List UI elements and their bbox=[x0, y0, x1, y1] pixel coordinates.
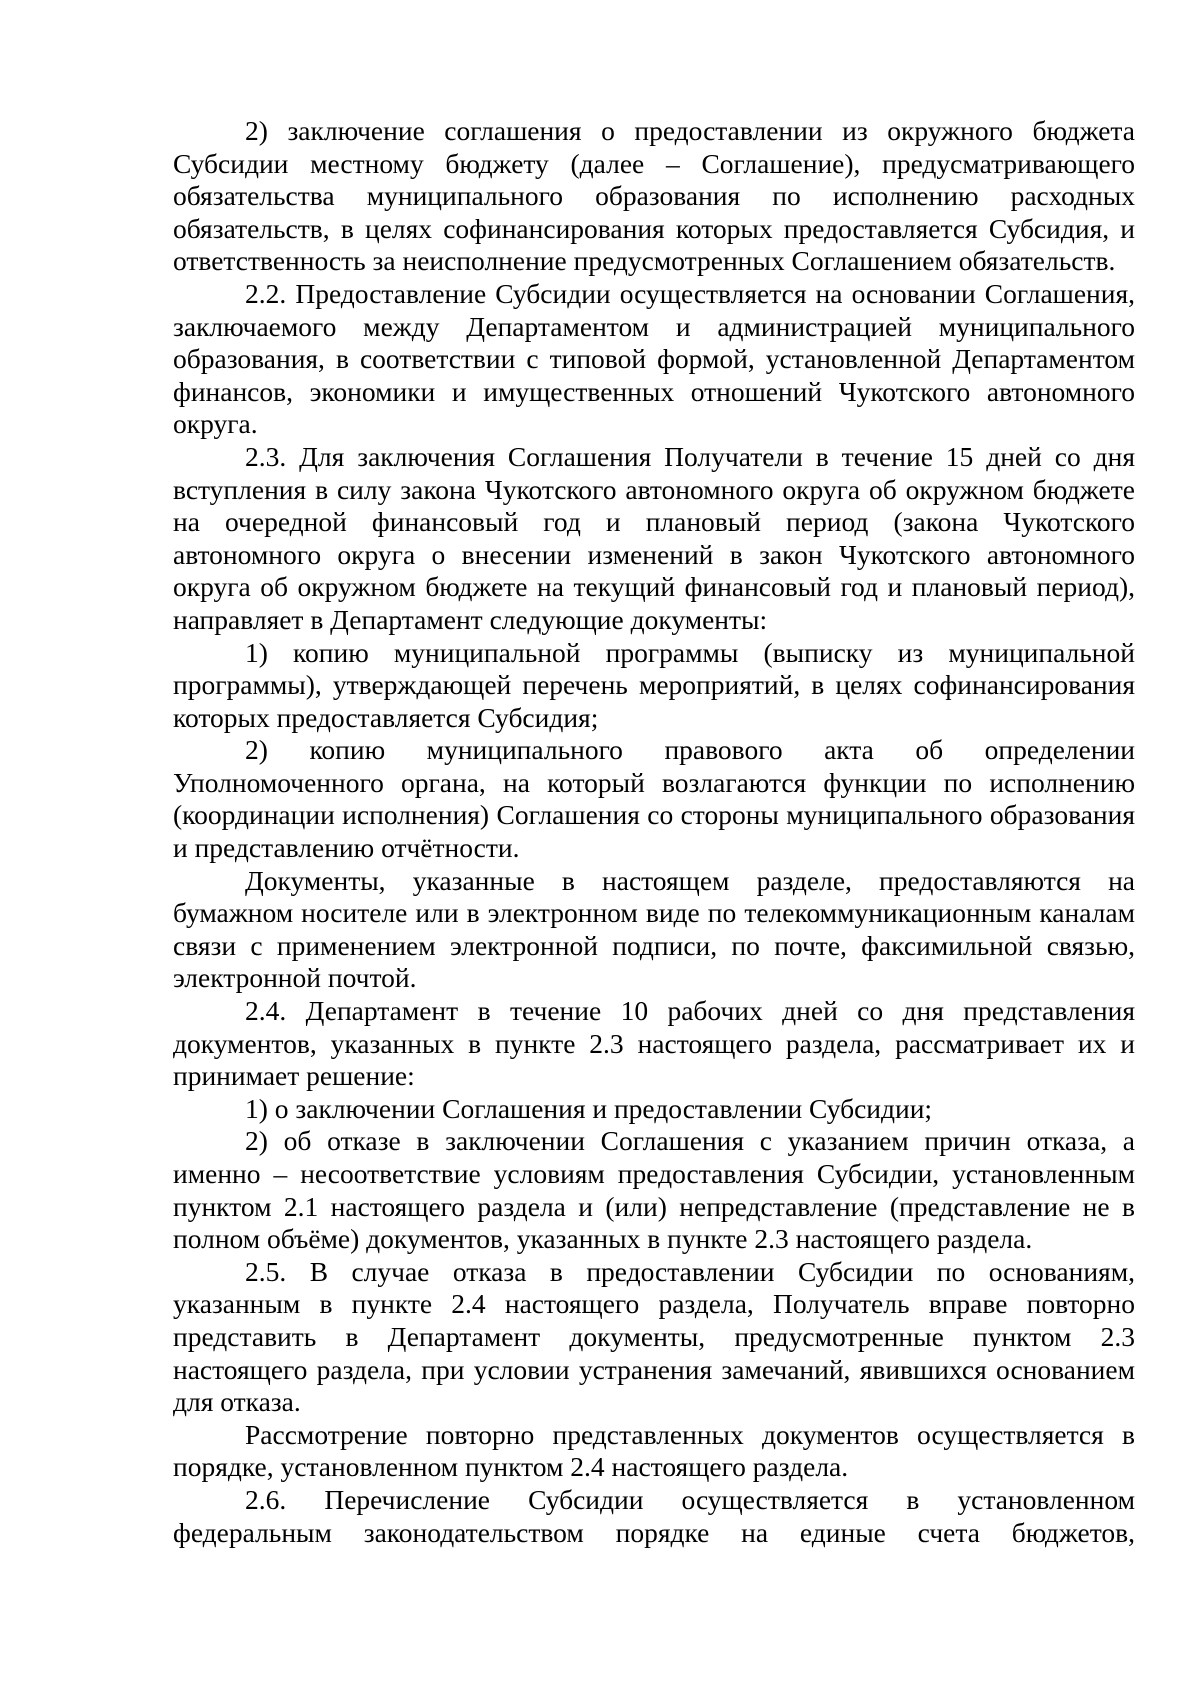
paragraph-program-copy: 1) копию муниципальной программы (выписку из муниципальной программы), утверждающей перечень мероприятий, в целях софинансирования которых предоставляется Субсидия; bbox=[173, 636, 1135, 733]
paragraph-2-4: 2.4. Департамент в течение 10 рабочих дней со дня представления документов, указанных в пункте 2.3 настоящего раздела, рассматривает их и принимает решение: bbox=[173, 995, 1135, 1092]
paragraph-2-2: 2.2. Предоставление Субсидии осуществляется на основании Соглашения, заключаемого между Департаментом и администрацией муниципального образования, в соответствии с типовой формой, установленной Департаментом финансов, экономики и имущественных отношений Чукотского автономного округа. bbox=[173, 277, 1135, 440]
paragraph-legal-act-copy: 2) копию муниципального правового акта об определении Уполномоченного органа, на который возлагаются функции по исполнению (координации исполнения) Соглашения со стороны муниципального образования и представлению отчётности. bbox=[173, 734, 1135, 864]
paragraph-documents-delivery: Документы, указанные в настоящем разделе, предоставляются на бумажном носителе или в электронном виде по телекоммуникационным каналам связи с применением электронной подписи, по почте, факсимильной связью, электронной почтой. bbox=[173, 864, 1135, 994]
paragraph-2-6: 2.6. Перечисление Субсидии осуществляется в установленном федеральным законодательством порядке на единые счета бюджетов, bbox=[173, 1483, 1135, 1548]
paragraph-resubmission: Рассмотрение повторно представленных документов осуществляется в порядке, установленном пунктом 2.4 настоящего раздела. bbox=[173, 1418, 1135, 1483]
document-body bbox=[173, 115, 1135, 1549]
paragraph-2-3: 2.3. Для заключения Соглашения Получатели в течение 15 дней со дня вступления в силу закона Чукотского автономного округа об окружном бюджете на очередной финансовый год и плановый период (закона Чукотского автономного округа о внесении изменений в закон Чукотского автономного округа об окружном бюджете на текущий финансовый год и плановый период), направляет в Департамент следующие документы: bbox=[173, 440, 1135, 635]
paragraph-agreement-conclusion: 2) заключение соглашения о предоставлении из окружного бюджета Субсидии местному бюджету (далее – Соглашение), предусматривающего обязательства муниципального образования по исполнению расходных обязательств, в целях софинансирования которых предоставляется Субсидия, и ответственность за неисполнение предусмотренных Соглашением обязательств. bbox=[173, 115, 1135, 277]
paragraph-2-5: 2.5. В случае отказа в предоставлении Субсидии по основаниям, указанным в пункте 2.4 настоящего раздела, Получатель вправе повторно представить в Департамент документы, предусмотренные пунктом 2.3 настоящего раздела, при условии устранения замечаний, явившихся основанием для отказа. bbox=[173, 1255, 1135, 1418]
paragraph-decision-refuse: 2) об отказе в заключении Соглашения с указанием причин отказа, а именно – несоответствие условиям предоставления Субсидии, установленным пунктом 2.1 настоящего раздела и (или) непредставление (представление не в полном объёме) документов, указанных в пункте 2.3 настоящего раздела. bbox=[173, 1125, 1135, 1255]
paragraph-decision-approve: 1) о заключении Соглашения и предоставлении Субсидии; bbox=[245, 1092, 933, 1124]
